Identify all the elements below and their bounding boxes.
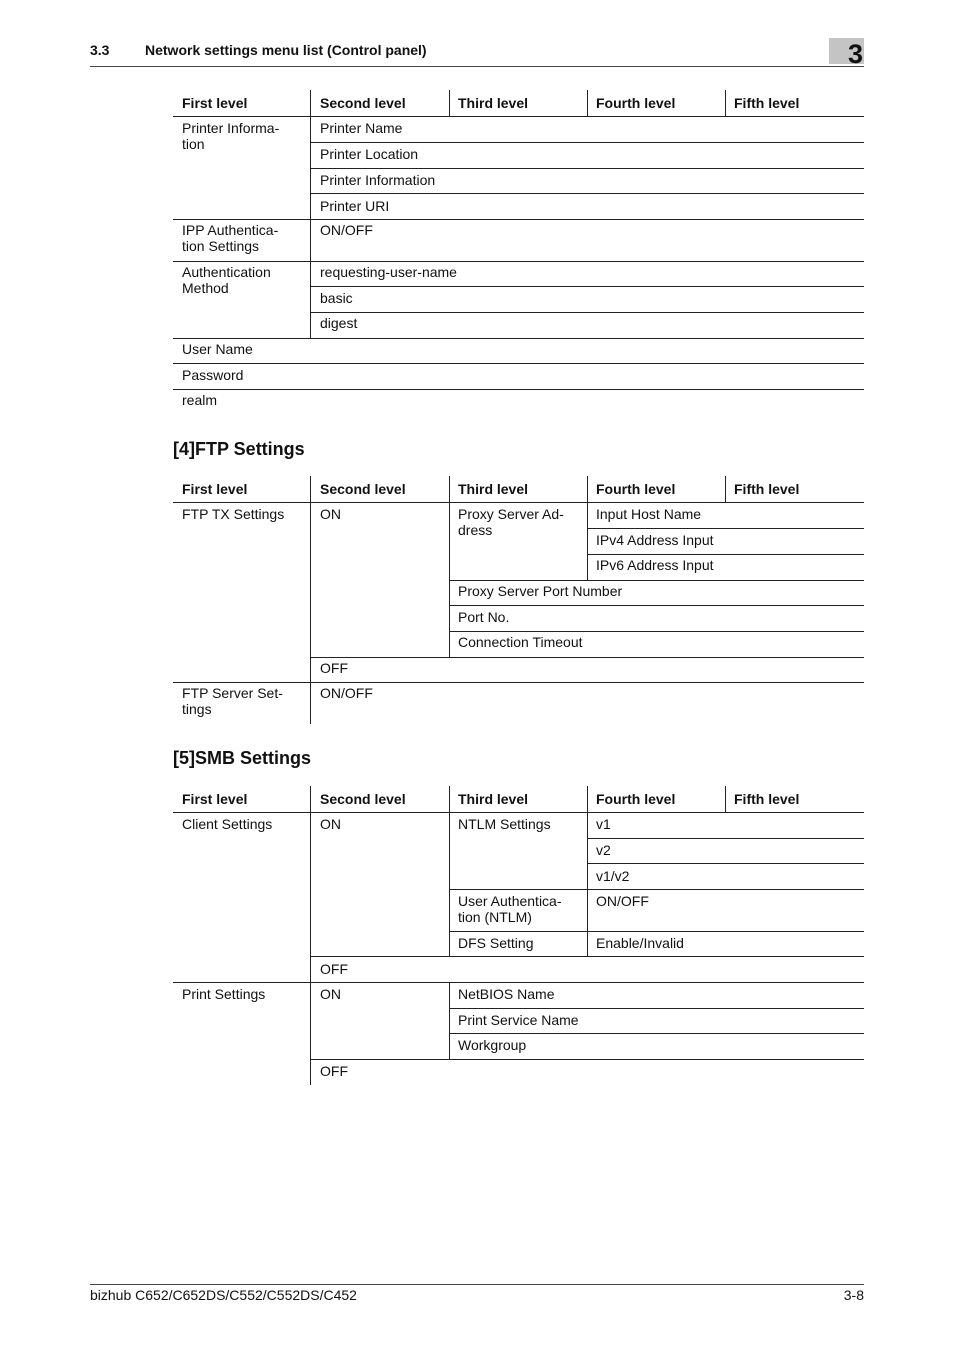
rule xyxy=(173,812,864,813)
col-divider xyxy=(725,90,726,116)
page-footer xyxy=(90,1284,864,1303)
rule xyxy=(173,982,864,983)
user-auth-value-cell: ON/OFF xyxy=(596,893,649,909)
col-divider xyxy=(449,476,450,657)
ftp-server-settings-cell: FTP Server Set- tings xyxy=(182,685,283,717)
printer-name-cell: Printer Name xyxy=(320,120,403,136)
rule xyxy=(311,168,864,169)
rule xyxy=(587,528,864,529)
rule xyxy=(311,312,864,313)
col-first-level: First level xyxy=(182,481,248,497)
rule xyxy=(173,502,864,503)
print-on-cell: ON xyxy=(320,986,341,1002)
rule xyxy=(311,956,864,957)
rule xyxy=(449,605,864,606)
col-divider xyxy=(449,786,450,956)
ipp-auth-settings-cell: IPP Authentica- tion Settings xyxy=(182,222,279,254)
ipp-settings-table xyxy=(173,90,864,415)
rule xyxy=(311,657,864,658)
col-divider xyxy=(449,90,450,116)
rule xyxy=(449,931,864,932)
rule xyxy=(173,389,864,390)
user-auth-ntlm-cell: User Authentica- tion (NTLM) xyxy=(458,893,562,925)
proxy-server-port-number-cell: Proxy Server Port Number xyxy=(458,583,623,599)
rule xyxy=(449,631,864,632)
ntlm-v1-cell: v1 xyxy=(596,816,611,832)
rule xyxy=(173,338,864,339)
rule xyxy=(173,261,864,262)
rule xyxy=(173,682,864,683)
dfs-value-cell: Enable/Invalid xyxy=(596,935,684,951)
rule xyxy=(587,554,864,555)
col-divider xyxy=(725,476,726,502)
col-fourth-level: Fourth level xyxy=(596,481,676,497)
col-second-level: Second level xyxy=(320,95,406,111)
input-host-name-cell: Input Host Name xyxy=(596,506,702,522)
connection-timeout-cell: Connection Timeout xyxy=(458,634,583,650)
ftp-tx-off-cell: OFF xyxy=(320,660,348,676)
rule xyxy=(587,863,864,864)
col-first-level: First level xyxy=(182,95,248,111)
col-second-level: Second level xyxy=(320,481,406,497)
col-third-level: Third level xyxy=(458,791,529,807)
col-third-level: Third level xyxy=(458,95,529,111)
col-divider xyxy=(587,786,588,956)
rule xyxy=(311,142,864,143)
rule xyxy=(449,1033,864,1034)
ipv6-address-input-cell: IPv6 Address Input xyxy=(596,557,714,573)
col-fifth-level: Fifth level xyxy=(734,95,800,111)
rule xyxy=(587,838,864,839)
chapter-badge xyxy=(829,38,864,69)
col-fifth-level: Fifth level xyxy=(734,791,800,807)
workgroup-cell: Workgroup xyxy=(458,1037,527,1053)
smb-settings-table xyxy=(173,786,864,1086)
chapter-number: 3 xyxy=(847,39,863,69)
netbios-name-cell: NetBIOS Name xyxy=(458,986,555,1002)
rule xyxy=(449,889,864,890)
printer-uri-cell: Printer URI xyxy=(320,198,390,214)
requesting-user-name-cell: requesting-user-name xyxy=(320,264,457,280)
client-settings-cell: Client Settings xyxy=(182,816,273,832)
printer-location-cell: Printer Location xyxy=(320,146,419,162)
col-divider xyxy=(587,476,588,580)
col-divider xyxy=(310,90,311,338)
basic-cell: basic xyxy=(320,290,353,306)
rule xyxy=(173,219,864,220)
print-off-cell: OFF xyxy=(320,1063,348,1079)
proxy-server-address-cell: Proxy Server Ad- dress xyxy=(458,506,564,538)
ftp-settings-heading: [4]FTP Settings xyxy=(173,439,305,459)
rule xyxy=(311,193,864,194)
section-number: 3.3 xyxy=(90,42,110,58)
auth-method-cell: Authentication Method xyxy=(182,264,271,296)
col-third-level: Third level xyxy=(458,481,529,497)
rule xyxy=(173,116,864,117)
ftp-tx-settings-cell: FTP TX Settings xyxy=(182,506,285,522)
ftp-tx-on-cell: ON xyxy=(320,506,341,522)
col-divider xyxy=(449,982,450,1059)
col-divider xyxy=(310,476,311,724)
realm-cell: realm xyxy=(182,392,218,408)
section-title: Network settings menu list (Control panel) xyxy=(145,42,427,58)
rule xyxy=(173,363,864,364)
col-fifth-level: Fifth level xyxy=(734,481,800,497)
col-second-level: Second level xyxy=(320,791,406,807)
printer-information-sub-cell: Printer Information xyxy=(320,172,436,188)
page-number: 3-8 xyxy=(843,1287,864,1303)
rule xyxy=(311,286,864,287)
dfs-setting-cell: DFS Setting xyxy=(458,935,534,951)
col-divider xyxy=(310,786,311,1085)
client-off-cell: OFF xyxy=(320,961,348,977)
printer-information-cell: Printer Informa- tion xyxy=(182,120,280,152)
ntlm-v1v2-cell: v1/v2 xyxy=(596,868,630,884)
user-name-cell: User Name xyxy=(182,341,253,357)
digest-cell: digest xyxy=(320,315,358,331)
ftp-server-value-cell: ON/OFF xyxy=(320,685,373,701)
ntlm-settings-cell: NTLM Settings xyxy=(458,816,551,832)
client-on-cell: ON xyxy=(320,816,341,832)
page-header xyxy=(90,40,864,67)
ipp-auth-value-cell: ON/OFF xyxy=(320,222,373,238)
col-fourth-level: Fourth level xyxy=(596,791,676,807)
password-cell: Password xyxy=(182,367,244,383)
rule xyxy=(311,1059,864,1060)
model-name: bizhub C652/C652DS/C552/C552DS/C452 xyxy=(90,1287,357,1303)
print-service-name-cell: Print Service Name xyxy=(458,1012,579,1028)
rule xyxy=(449,1008,864,1009)
smb-settings-heading: [5]SMB Settings xyxy=(173,748,312,768)
rule xyxy=(449,580,864,581)
col-fourth-level: Fourth level xyxy=(596,95,676,111)
ipv4-address-input-cell: IPv4 Address Input xyxy=(596,532,714,548)
port-no-cell: Port No. xyxy=(458,609,510,625)
col-first-level: First level xyxy=(182,791,248,807)
col-divider xyxy=(725,786,726,812)
ntlm-v2-cell: v2 xyxy=(596,842,611,858)
ftp-settings-table xyxy=(173,476,864,726)
col-divider xyxy=(587,90,588,116)
print-settings-cell: Print Settings xyxy=(182,986,266,1002)
